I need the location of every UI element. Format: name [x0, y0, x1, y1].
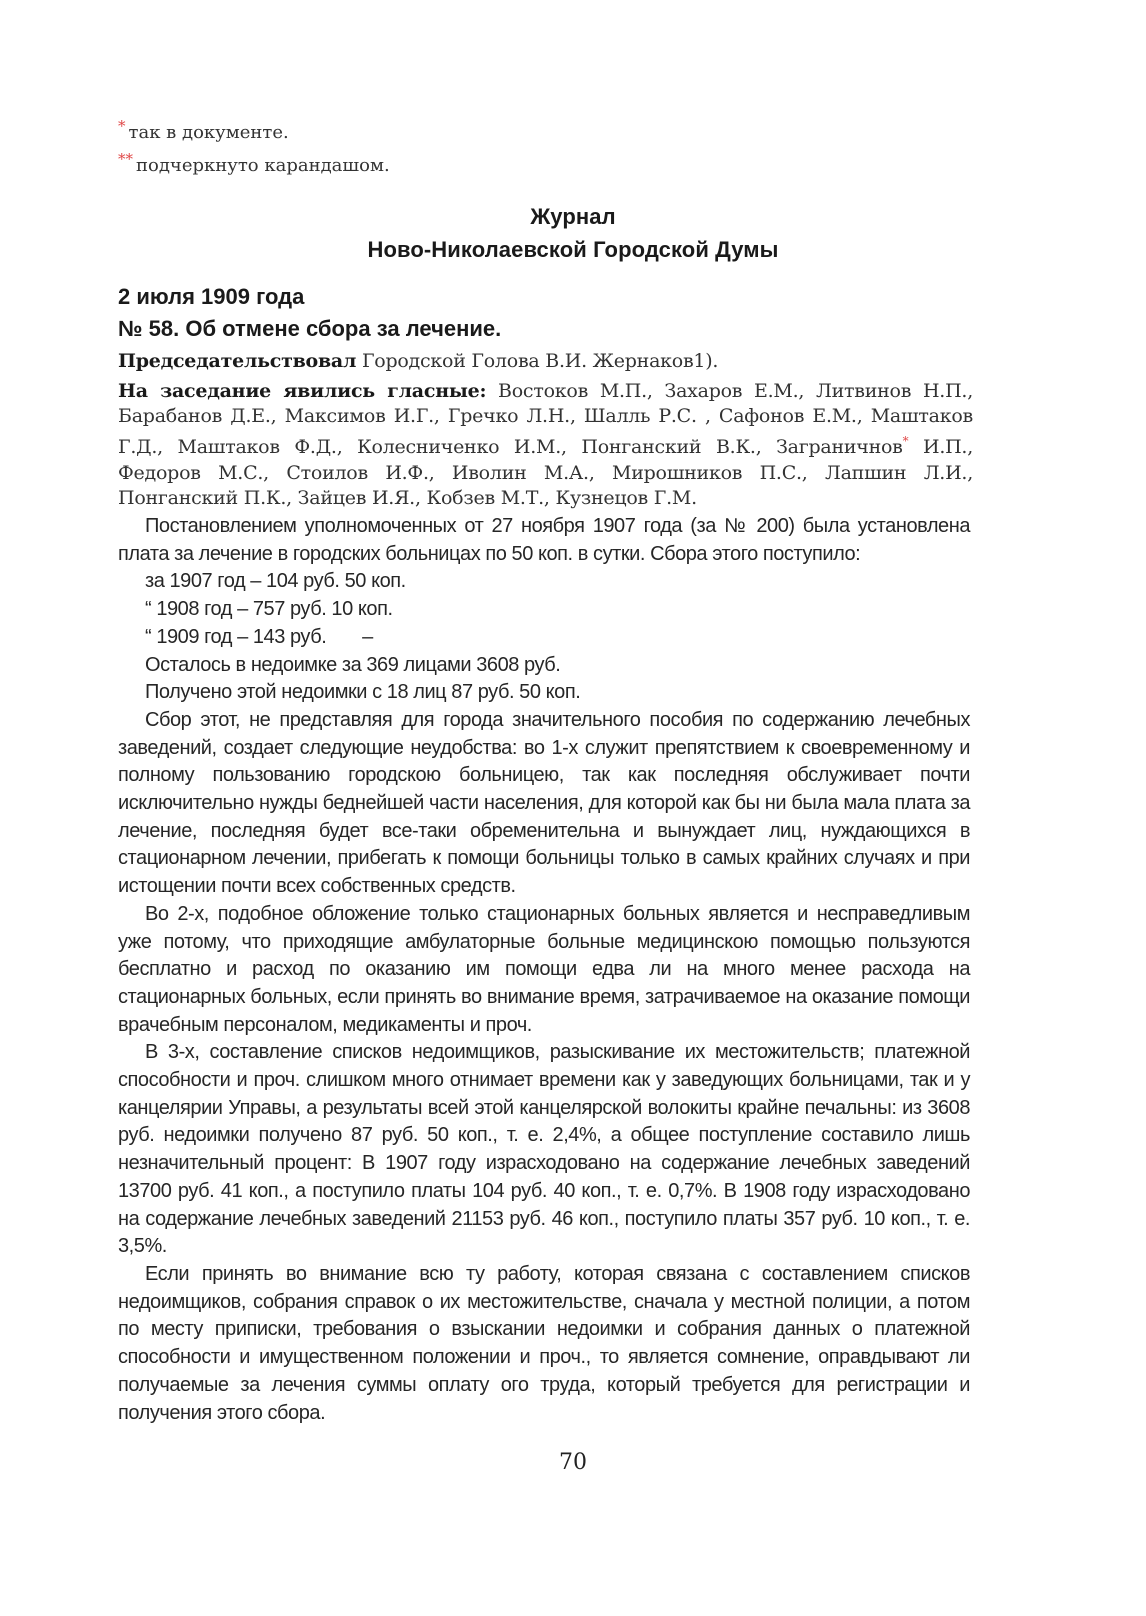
- journal-title: Журнал: [530, 204, 616, 229]
- body-paragraph-5: Если принять во внимание всю ту работу, которая связана с составлением списков недоимщиков, собрания справок о их местожительстве, сначала у местной полиции, а потом по месту приписки, требования о взыскании недоимки и собрания данных о платежной способности и имущественном положении и проч., то является сомнение, оправдывают ли получаемые за лечения суммы оплату ого труда, который требуется для регистрации и получения этого сбора.: [118, 1262, 970, 1424]
- footnote-text: так в документе.: [128, 122, 289, 143]
- footnote-1: [118, 117, 289, 143]
- chairman-text: Городской Голова В.И. Жернаков1).: [361, 350, 719, 372]
- attendees-label: На заседание явились гласные:: [118, 380, 487, 402]
- arrears-received-line: Получено этой недоимки с 18 лиц 87 руб. 50 коп.: [145, 681, 581, 704]
- body-paragraph-2: Сбор этот, не представляя для города значительного пособия по содержанию лечебных заведений, создает следующие неудобства: во 1-х служит препятствием к своевременному и полному пользованию городскою больницею, так как последняя обслуживает почти исключительно нужды беднейшей части населения, для которой как бы ни была мала плата за лечение, последняя будет все-таки обременительна и вынуждает лиц, нуждающихся в стационарном лечении, прибегать к помощи больницы только в самых крайних случаях и при истощении почти всех собственных средств.: [118, 708, 970, 898]
- revenue-line-1909: “ 1909 год – 143 руб. –: [145, 625, 373, 648]
- body-paragraph-3: Во 2-х, подобное обложение только стационарных больных является и несправедливым уже потому, что приходящие амбулаторные больные медицинскою помощью пользуются бесплатно и расход по оказанию им помощи едва ли на много менее расхода на стационарных больных, если принять во внимание время, затрачиваемое на оказание помощи врачебным персоналом, медикаменты и проч.: [118, 902, 970, 1036]
- page-number: 70: [559, 1450, 587, 1475]
- footnote-mark: **: [118, 150, 133, 168]
- body-paragraph-4: В 3-х, составление списков недоимщиков, разыскивание их местожительств; платежной способности и проч. слишком много отнимает времени как у заведующих больницами, так и у канцелярии Управы, а результаты всей этой канцелярской волокиты крайне печальны: из 3608 руб. недоимки получено 87 руб. 50 коп., т. е. 2,4%, а общее поступление составило лишь незначительный процент: В 1907 году израсходовано на содержание лечебных заведений 13700 руб. 41 коп., а поступило платы 104 руб. 40 коп., т. е. 0,7%. В 1908 году израсходовано на содержание лечебных заведений 21153 руб. 46 коп., поступило платы 357 руб. 10 коп., т. е. 3,5%.: [118, 1041, 970, 1258]
- chairman-line: [118, 349, 973, 374]
- session-date: 2 июля 1909 года: [118, 284, 305, 309]
- journal-subtitle: Ново-Николаевской Городской Думы: [367, 237, 779, 262]
- resolution-heading: № 58. Об отмене сбора за лечение.: [118, 316, 502, 341]
- footnote-text: подчеркнуто карандашом.: [136, 155, 390, 176]
- attendees-list-part1: Востоков М.П., Захаров Е.М., Литвинов Н.П., Барабанов Д.Е., Максимов И.Г., Гречко Л.Н., Шалль Р.С. , Сафонов Е.М., Маштаков Г.Д., Маштаков Ф.Д., Колесниченко И.М., Понганский В.К., Заграничнов: [118, 380, 973, 459]
- attendees-paragraph: [118, 379, 973, 511]
- attendees-list-part2: И.П., Федоров М.С., Стоилов И.Ф., Иволин М.А., Мирошников П.С., Лапшин Л.И., Понганский П.К., Зайцев И.Я., Кобзев М.Т., Кузнецов Г.М.: [118, 436, 974, 509]
- revenue-line-1907: за 1907 год – 104 руб. 50 коп.: [145, 570, 406, 593]
- footnote-mark: *: [118, 117, 126, 135]
- revenue-line-1908: “ 1908 год – 757 руб. 10 коп.: [145, 598, 393, 621]
- chairman-label: Председательствовал: [118, 350, 357, 372]
- footnote-reference-mark: *: [902, 434, 909, 449]
- footnote-2: [118, 150, 390, 176]
- arrears-line: Осталось в недоимке за 369 лицами 3608 руб.: [145, 653, 561, 676]
- document-body: [118, 513, 970, 1427]
- body-paragraph-1: Постановлением уполномоченных от 27 ноября 1907 года (за № 200) была установлена плата за лечение в городских больницах по 50 коп. в сутки. Сбора этого поступило:: [118, 515, 970, 565]
